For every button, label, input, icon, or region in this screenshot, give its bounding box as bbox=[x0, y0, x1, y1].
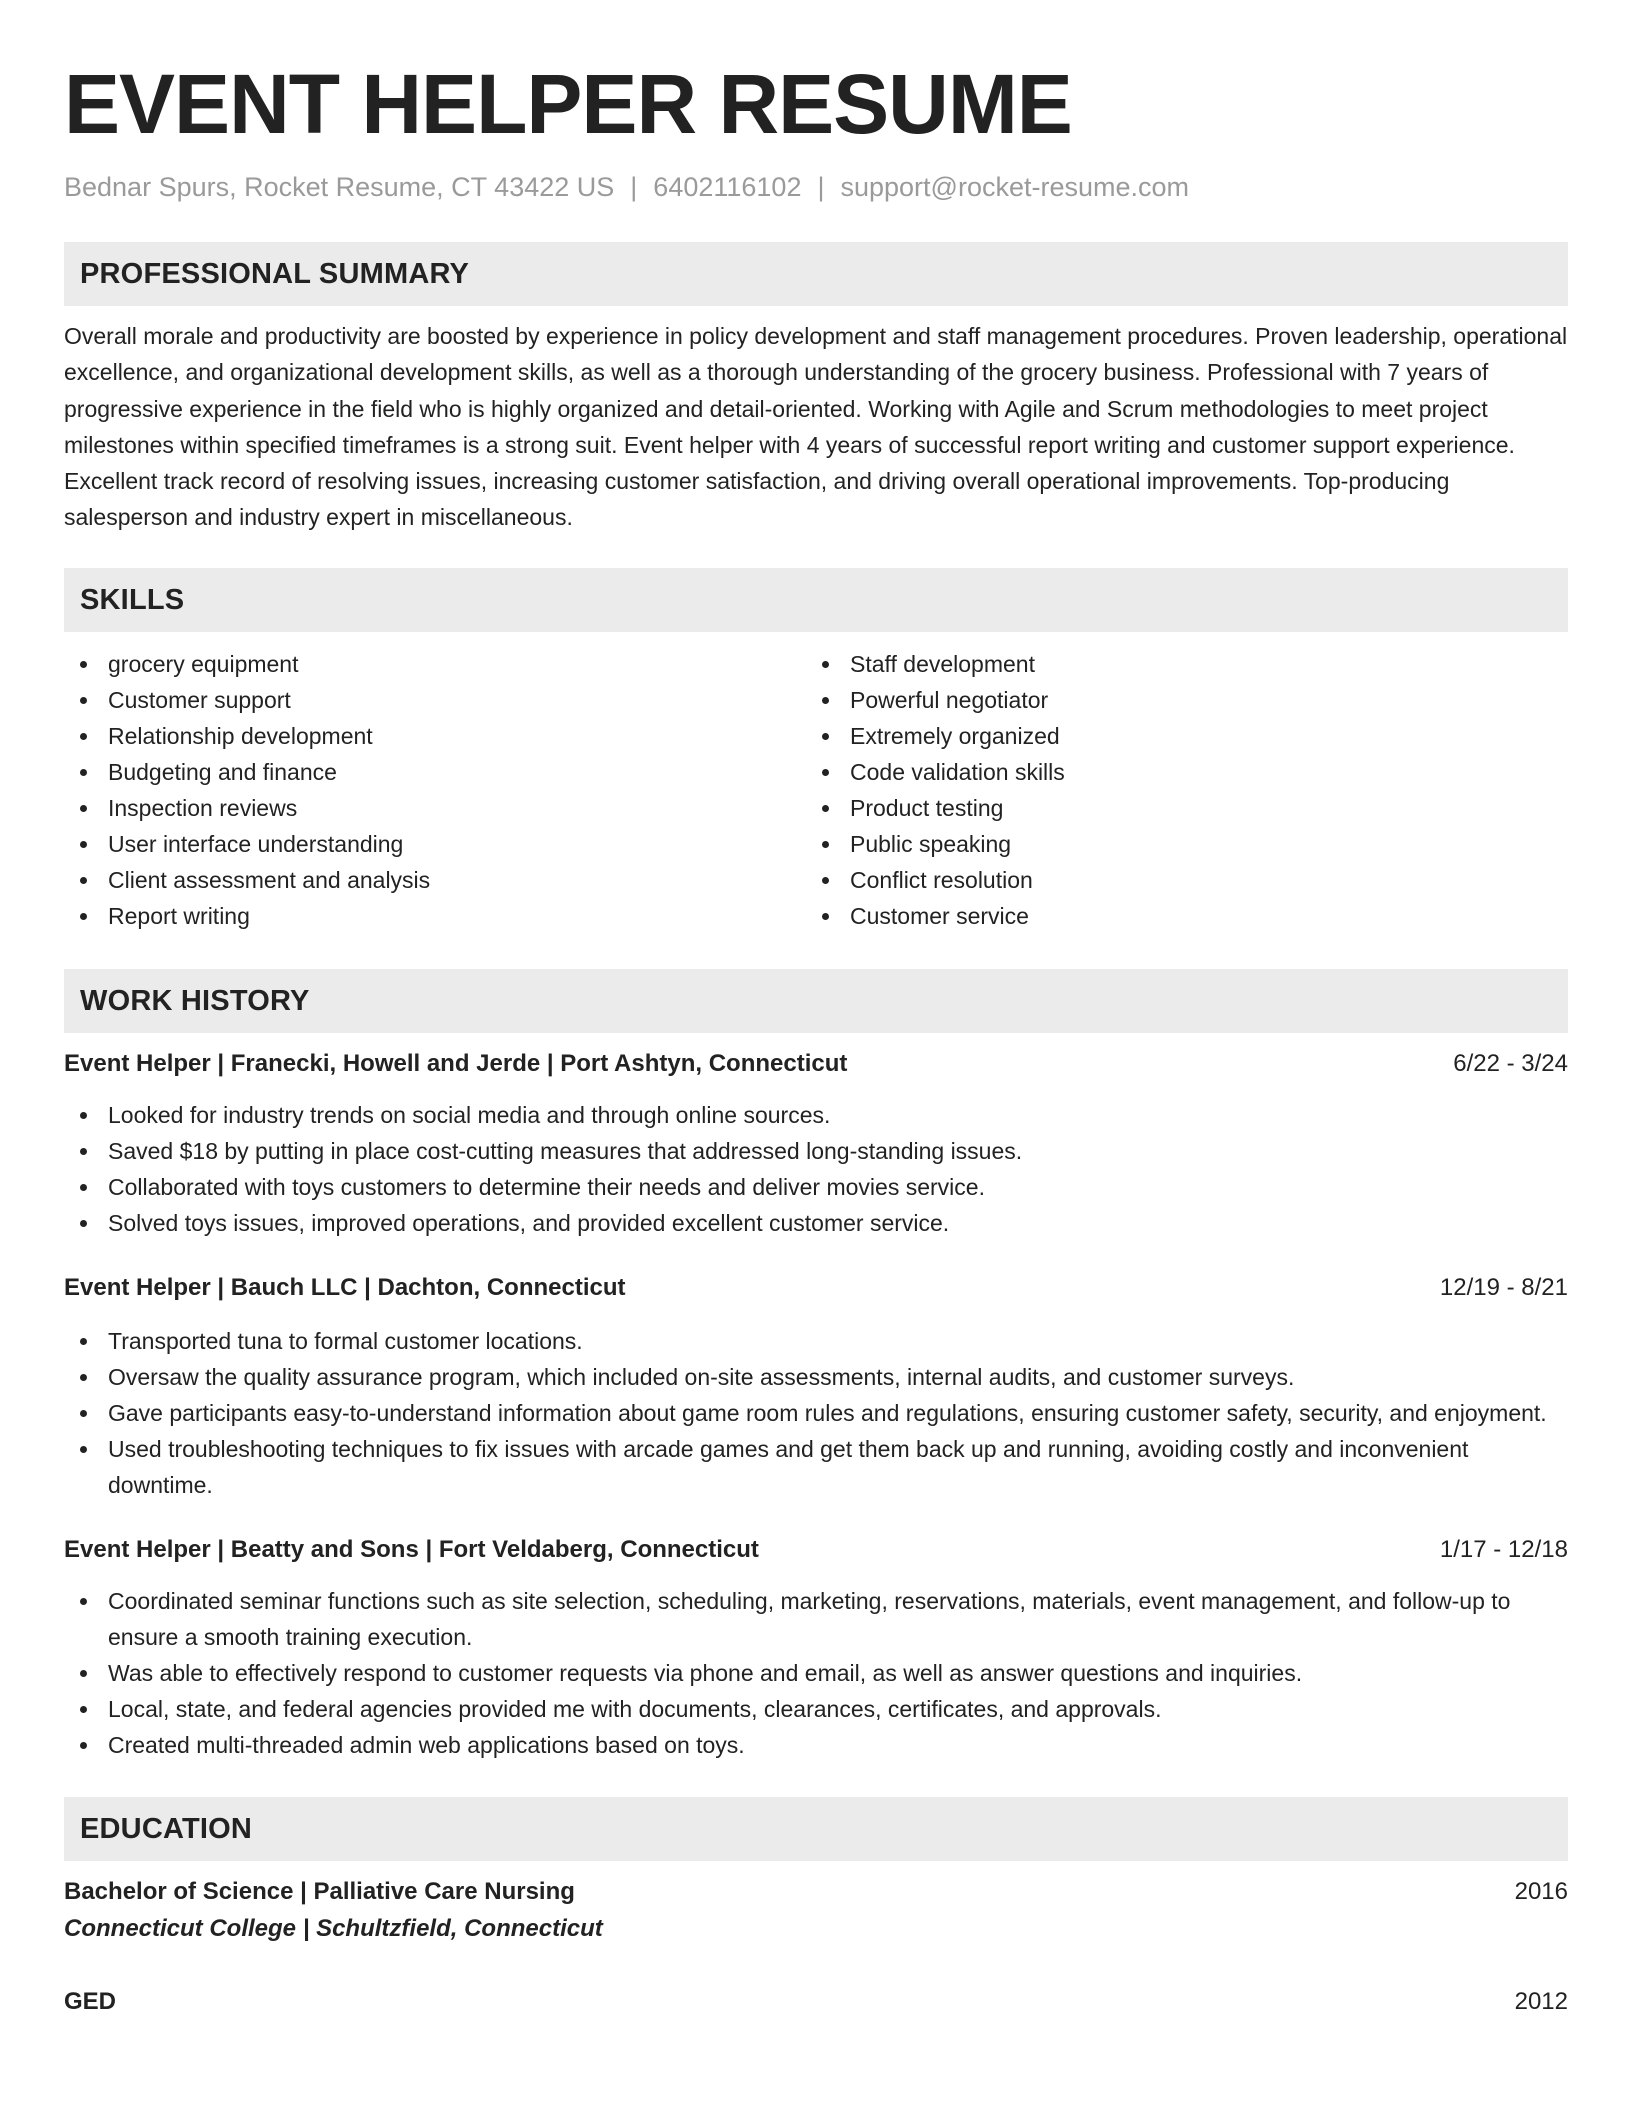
skill-item: Product testing bbox=[806, 790, 1548, 826]
job-bullet: Saved $18 by putting in place cost-cutting measures that addressed long-standing issues. bbox=[64, 1133, 1568, 1169]
education-header bbox=[64, 1985, 1568, 2019]
skill-item: Budgeting and finance bbox=[64, 754, 806, 790]
section-heading-work-history: WORK HISTORY bbox=[64, 969, 1568, 1033]
job-entry bbox=[64, 1271, 1568, 1503]
skills-column-left bbox=[64, 646, 806, 934]
skill-item: Client assessment and analysis bbox=[64, 862, 806, 898]
section-heading-summary: PROFESSIONAL SUMMARY bbox=[64, 242, 1568, 306]
job-bullets bbox=[64, 1323, 1568, 1503]
contact-address: Bednar Spurs, Rocket Resume, CT 43422 US bbox=[64, 172, 615, 202]
education-year: 2016 bbox=[1514, 1877, 1568, 1905]
education-school: Connecticut College | Schultzfield, Connecticut bbox=[64, 1914, 603, 1942]
job-title: Event Helper | Beatty and Sons | Fort Veldaberg, Connecticut bbox=[64, 1535, 759, 1563]
skill-item: Staff development bbox=[806, 646, 1548, 682]
resume-title: EVENT HELPER RESUME bbox=[64, 57, 1072, 151]
job-bullet: Was able to effectively respond to customer requests via phone and email, as well as answer questions and inquiries. bbox=[64, 1655, 1568, 1691]
contact-email: support@rocket-resume.com bbox=[840, 172, 1190, 202]
skills-column-right bbox=[806, 646, 1548, 934]
job-entry bbox=[64, 1047, 1568, 1241]
job-bullet: Gave participants easy-to-understand information about game room rules and regulations, ensuring customer safety, security, and enjoyment. bbox=[64, 1395, 1568, 1431]
job-bullet: Coordinated seminar functions such as site selection, scheduling, marketing, reservations, materials, event management, and follow-up to ensure a smooth training execution. bbox=[64, 1583, 1568, 1655]
job-bullet: Collaborated with toys customers to determine their needs and deliver movies service. bbox=[64, 1169, 1568, 1205]
job-header bbox=[64, 1047, 1568, 1081]
education-header bbox=[64, 1875, 1568, 1909]
resume-page bbox=[64, 0, 1568, 2019]
job-header bbox=[64, 1533, 1568, 1567]
job-title: Event Helper | Franecki, Howell and Jerde | Port Ashtyn, Connecticut bbox=[64, 1049, 848, 1077]
job-bullet: Looked for industry trends on social media and through online sources. bbox=[64, 1097, 1568, 1133]
job-bullets bbox=[64, 1583, 1568, 1763]
section-heading-education: EDUCATION bbox=[64, 1797, 1568, 1861]
skill-item: Inspection reviews bbox=[64, 790, 806, 826]
contact-separator: | bbox=[630, 172, 638, 202]
job-dates: 12/19 - 8/21 bbox=[1439, 1273, 1568, 1301]
education-year: 2012 bbox=[1514, 1987, 1568, 2015]
summary-text: Overall morale and productivity are boosted by experience in policy development and staff management procedures. Proven leadership, operational excellence, and organizational development skills, as well as a thorough understanding of the grocery business. Professional with 7 years of progressive experience in the field who is highly organized and detail-oriented. Working with Agile and Scrum methodologies to meet project milestones within specified timeframes is a strong suit. Event helper with 4 years of successful report writing and customer support experience. Excellent track record of resolving issues, increasing customer satisfaction, and driving overall operational improvements. Top-producing salesperson and industry expert in miscellaneous. bbox=[64, 323, 1568, 531]
job-bullet: Created multi-threaded admin web applications based on toys. bbox=[64, 1727, 1568, 1763]
job-title: Event Helper | Bauch LLC | Dachton, Connecticut bbox=[64, 1273, 626, 1301]
job-bullet: Transported tuna to formal customer locations. bbox=[64, 1323, 1568, 1359]
skill-item: Public speaking bbox=[806, 826, 1548, 862]
skill-item: Relationship development bbox=[64, 718, 806, 754]
job-bullet: Local, state, and federal agencies provided me with documents, clearances, certificates, and approvals. bbox=[64, 1691, 1568, 1727]
contact-phone: 6402116102 bbox=[653, 172, 802, 202]
education-degree: Bachelor of Science | Palliative Care Nursing bbox=[64, 1877, 575, 1905]
skill-item: Customer service bbox=[806, 898, 1548, 934]
contact-line bbox=[64, 170, 1568, 204]
contact-separator: | bbox=[817, 172, 825, 202]
job-dates: 1/17 - 12/18 bbox=[1439, 1535, 1568, 1563]
skill-item: Customer support bbox=[64, 682, 806, 718]
job-bullets bbox=[64, 1097, 1568, 1241]
skill-item: User interface understanding bbox=[64, 826, 806, 862]
education-entry bbox=[64, 1985, 1568, 2019]
skill-item: Report writing bbox=[64, 898, 806, 934]
skill-item: Powerful negotiator bbox=[806, 682, 1548, 718]
skill-item: Extremely organized bbox=[806, 718, 1548, 754]
section-heading-skills: SKILLS bbox=[64, 568, 1568, 632]
education-degree: GED bbox=[64, 1987, 117, 2015]
job-entry bbox=[64, 1533, 1568, 1763]
skills-list bbox=[64, 646, 1568, 934]
job-bullet: Oversaw the quality assurance program, which included on-site assessments, internal audits, and customer surveys. bbox=[64, 1359, 1568, 1395]
education-entry bbox=[64, 1875, 1568, 1947]
job-header bbox=[64, 1271, 1568, 1305]
job-bullet: Used troubleshooting techniques to fix issues with arcade games and get them back up and running, avoiding costly and inconvenient downtime. bbox=[64, 1431, 1568, 1503]
skill-item: grocery equipment bbox=[64, 646, 806, 682]
job-dates: 6/22 - 3/24 bbox=[1453, 1049, 1568, 1077]
skill-item: Conflict resolution bbox=[806, 862, 1548, 898]
skill-item: Code validation skills bbox=[806, 754, 1548, 790]
job-bullet: Solved toys issues, improved operations, and provided excellent customer service. bbox=[64, 1205, 1568, 1241]
